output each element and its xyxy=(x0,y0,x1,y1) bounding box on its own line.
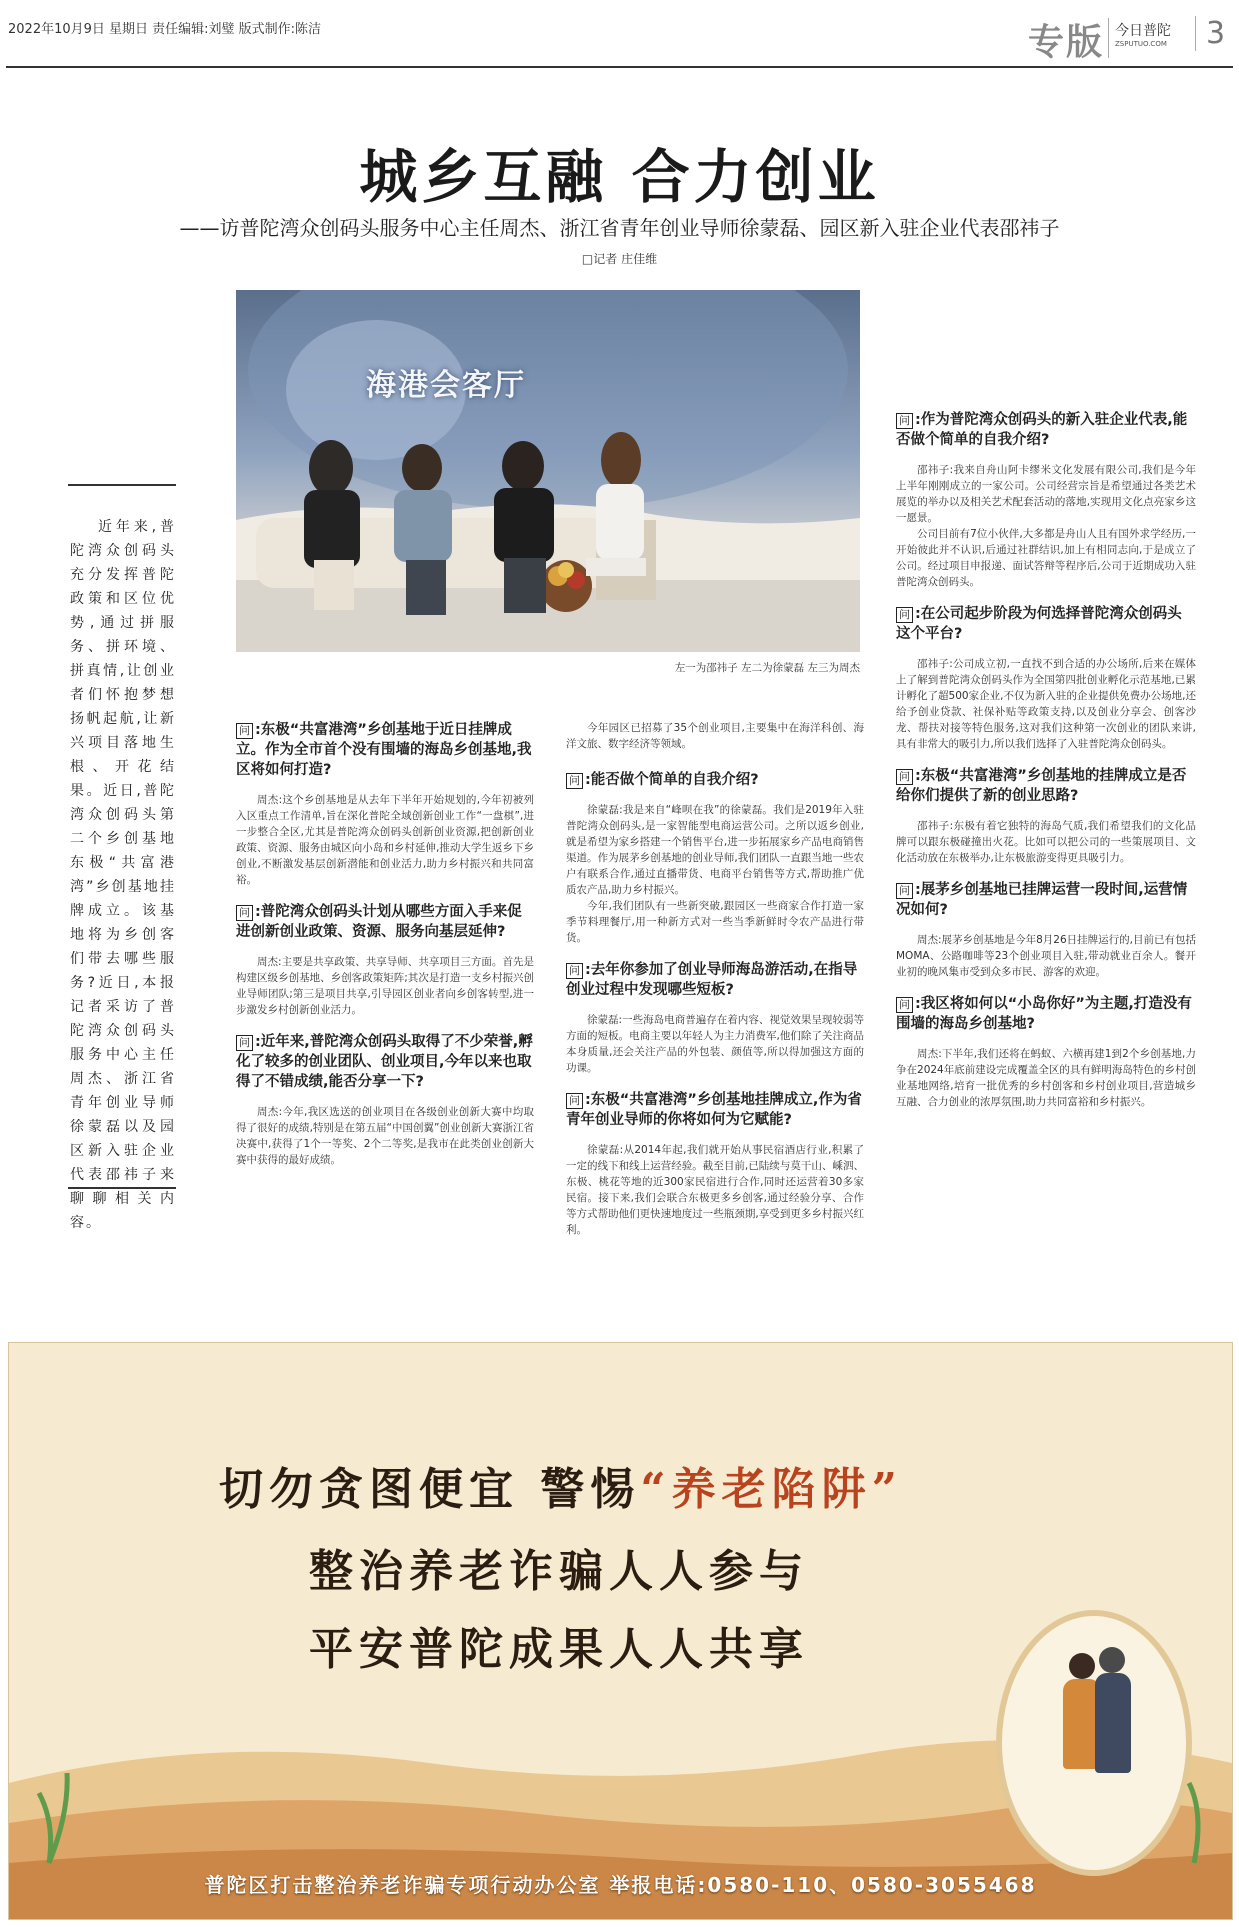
question-marker: 问 xyxy=(236,723,253,739)
newspaper-logo xyxy=(1108,18,1181,58)
article-title: 城乡互融 合力创业 xyxy=(359,143,880,211)
answer-6: 徐蒙磊:从2014年起,我们就开始从事民宿酒店行业,积累了一定的线下和线上运营经验。截至目前,已陆续与莫干山、嵊泗、东极、桃花等地的近300家民宿进行合作,同时还运营着30多家民宿。接下来,我们会联合东极更多乡创客,通过经验分享、合作等方式帮助他们更快速地度过一些瓶颈期,享受到更多乡村振兴红利。 xyxy=(566,1144,864,1236)
question-9 xyxy=(896,766,1196,806)
photo-scene xyxy=(236,290,860,652)
question-marker: 问 xyxy=(236,1035,253,1051)
column-1 xyxy=(236,720,534,1168)
question-4 xyxy=(566,770,864,790)
answer-8: 邵祎子:公司成立初,一直找不到合适的办公场所,后来在媒体上了解到普陀湾众创码头作为全国第四批创业孵化示范基地,已累计孵化了超500家企业,不仅为新入驻的企业提供免费办公场地,还给予创业贷款、社保补贴等政策支持,以及创业分享会、创客沙龙、帮扶对接等特色服务,这对我们这种第一次创业的团队来讲,具有非常大的吸引力,所以我们选择了入驻普陀湾众创码头。 xyxy=(896,658,1196,750)
answer-10: 周杰:展茅乡创基地是今年8月26日挂牌运行的,目前已有包括MOMA、公路咖啡等23个创业项目入驻,带动就业百余人。餐开业初的晚风集市受到众多市民、游客的欢迎。 xyxy=(896,934,1196,978)
question-5 xyxy=(566,960,864,1000)
elderly-couple-icon xyxy=(1059,1643,1139,1823)
question-3 xyxy=(236,1032,534,1092)
byline: □记者 庄佳维 xyxy=(581,252,658,266)
answer-2: 周杰:主要是共享政策、共享导师、共享项目三方面。首先是构建区级乡创基地、乡创客政策矩阵;其次是打造一支乡村振兴创业导师团队;第三是项目共享,引导园区创业者向乡创客转型,进一步激发乡村创新创业活力。 xyxy=(236,956,534,1016)
question-8-text: :在公司起步阶段为何选择普陀湾众创码头这个平台? xyxy=(896,606,1182,642)
ad-line-3: 平安普陀成果人人共享 xyxy=(309,1624,809,1675)
question-marker: 问 xyxy=(236,905,253,921)
page-number: 3 xyxy=(1195,16,1225,51)
question-10 xyxy=(896,880,1196,920)
ad-line-1 xyxy=(219,1453,903,1517)
header-rule xyxy=(6,66,1233,68)
answer-11: 周杰:下半年,我们还将在蚂蚁、六横再建1到2个乡创基地,力争在2024年底前建设完成覆盖全区的具有鲜明海岛特色的乡村创业基地网络,培育一批优秀的乡村创客和乡村创业项目,营造城乡互融、合力创业的浓厚氛围,助力共同富裕和乡村振兴。 xyxy=(896,1048,1196,1108)
question-4-text: :能否做个简单的自我介绍? xyxy=(585,772,759,788)
question-5-text: :去年你参加了创业导师海岛游活动,在指导创业过程中发现哪些短板? xyxy=(566,962,858,998)
answer-9: 邵祎子:东极有着它独特的海岛气质,我们希望我们的文化品牌可以跟东极碰撞出火花。比如可以把公司的一些策展项目、文化活动放在东极举办,让东极旅游变得更具吸引力。 xyxy=(896,820,1196,864)
question-marker: 问 xyxy=(896,883,913,899)
question-marker: 问 xyxy=(896,413,913,429)
photo-set-sign: 海港会客厅 xyxy=(366,368,526,403)
answer-4: 徐蒙磊:我是来自“峰呗在我”的徐蒙磊。我们是2019年入驻普陀湾众创码头,是一家智能型电商运营公司。之所以返乡创业,就是希望为家乡搭建一个销售平台,进一步拓展家乡产品电商销售渠道。作为展茅乡创基地的创业导师,我们团队一直跟当地一些农户有联系合作,通过直播带货、电商平台销售等方式,帮助推广优质农产品,助力乡村振兴。 xyxy=(566,804,864,896)
question-marker: 问 xyxy=(896,607,913,623)
lead-bottom-rule xyxy=(68,1187,176,1189)
question-8 xyxy=(896,604,1196,644)
column-3-spacer xyxy=(896,290,1196,410)
answer-3: 周杰:今年,我区选送的创业项目在各级创业创新大赛中均取得了很好的成绩,特别是在第五届“中国创翼”创业创新大赛浙江省决赛中,获得了1个一等奖、2个二等奖,是我市在此类创业创新大赛中获得的最好成绩。 xyxy=(236,1106,534,1166)
column-3 xyxy=(896,290,1196,1110)
ad-line-1-b: “养老陷阱” xyxy=(640,1464,903,1515)
question-marker: 问 xyxy=(896,769,913,785)
logo-url: ZSPUTUO.COM xyxy=(1115,40,1167,48)
logo-text: 今日普陀 xyxy=(1115,23,1171,39)
ad-banner xyxy=(8,1342,1233,1920)
lead-text: 近年来,普陀湾众创码头充分发挥普陀政策和区位优势,通过拼服务、拼环境、拼真情,让创业者们怀抱梦想扬帆起航,让新兴项目落地生根、开花结果。近日,普陀湾众创码头第二个乡创基地东极“共富港湾”乡创基地挂牌成立。该基地将为乡创客们带去哪些服务?近日,本报记者采访了普陀湾众创码头服务中心主任周杰、浙江省青年创业导师徐蒙磊以及园区新入驻企业代表邵祎子来聊聊相关内容。 xyxy=(70,519,176,1231)
question-6 xyxy=(566,1090,864,1130)
question-2-text: :普陀湾众创码头计划从哪些方面入手来促进创新创业政策、资源、服务向基层延伸? xyxy=(236,904,522,940)
answer-5: 徐蒙磊:一些海岛电商普遍存在着内容、视觉效果呈现较弱等方面的短板。电商主要以年轻人为主力消费军,他们除了关注商品本身质量,还会关注产品的外包装、颜值等,所以得加强这方面的功课。 xyxy=(566,1014,864,1074)
answer-1: 周杰:这个乡创基地是从去年下半年开始规划的,今年初被列入区重点工作清单,旨在深化普陀全域创新创业工作“一盘棋”,进一步整合全区,尤其是普陀湾众创码头创新创业资源,把创新创业政策、资源、服务由城区向小岛和乡村延伸,推动大学生返乡下乡创业,不断激发基层创新潜能和创业活力,助力乡村振兴和共同富裕。 xyxy=(236,794,534,886)
question-marker: 问 xyxy=(566,963,583,979)
interview-photo xyxy=(236,290,860,652)
ad-line-1-a: 切勿贪图便宜 警惕 xyxy=(219,1464,641,1515)
question-10-text: :展茅乡创基地已挂牌运营一段时间,运营情况如何? xyxy=(896,882,1188,918)
question-3-text: :近年来,普陀湾众创码头取得了不少荣誉,孵化了较多的创业团队、创业项目,今年以来也取得了不错成绩,能否分享一下? xyxy=(236,1034,533,1090)
lead-top-rule xyxy=(68,484,176,486)
page-meta: 2022年10月9日 星期日 责任编辑:刘璧 版式制作:陈洁 xyxy=(8,22,322,37)
question-marker: 问 xyxy=(566,773,583,789)
question-1-text: :东极“共富港湾”乡创基地于近日挂牌成立。作为全市首个没有围墙的海岛乡创基地,我区将如何打造? xyxy=(236,722,532,778)
answer-7-cont: 公司目前有7位小伙伴,大多都是舟山人且有国外求学经历,一开始彼此并不认识,后通过社群结识,加上有相同志向,于是成立了公司。经过项目申报递、面试答辩等程序后,公司于近期成功入驻普陀湾众创码头。 xyxy=(896,528,1196,588)
question-marker: 问 xyxy=(566,1093,583,1109)
section-label: 专版 xyxy=(1028,22,1105,63)
question-2 xyxy=(236,902,534,942)
question-marker: 问 xyxy=(896,997,913,1013)
column-2 xyxy=(566,720,864,1238)
question-11-text: :我区将如何以“小岛你好”为主题,打造没有围墙的海岛乡创基地? xyxy=(896,996,1192,1032)
question-11 xyxy=(896,994,1196,1034)
answer-3-cont: 今年园区已招募了35个创业项目,主要集中在海洋科创、海洋文旅、数字经济等领域。 xyxy=(566,722,864,750)
question-9-text: :东极“共富港湾”乡创基地的挂牌成立是否给你们提供了新的创业思路? xyxy=(896,768,1187,804)
answer-7: 邵祎子:我来自舟山阿卡缪米文化发展有限公司,我们是今年上半年刚刚成立的一家公司。公司经营宗旨是希望通过各类艺术展览的举办以及相关艺术配套活动的落地,实现用文化点亮家乡这一愿景。 xyxy=(896,464,1196,524)
question-6-text: :东极“共富港湾”乡创基地挂牌成立,作为省青年创业导师的你将如何为它赋能? xyxy=(566,1092,862,1128)
question-1 xyxy=(236,720,534,780)
question-7 xyxy=(896,410,1196,450)
photo-caption: 左一为邵祎子 左二为徐蒙磊 左三为周杰 xyxy=(674,662,860,674)
answer-4-cont: 今年,我们团队有一些新突破,跟园区一些商家合作打造一家季节料理餐厅,用一种新方式对一些当季新鲜时令农产品进行带货。 xyxy=(566,900,864,944)
article-subtitle: ——访普陀湾众创码头服务中心主任周杰、浙江省青年创业导师徐蒙磊、园区新入驻企业代表邵祎子 xyxy=(179,216,1060,240)
ad-line-2: 整治养老诈骗人人参与 xyxy=(309,1546,809,1597)
ad-footer: 普陀区打击整治养老诈骗专项行动办公室 举报电话:0580-110、0580-3055468 xyxy=(204,1873,1037,1897)
question-7-text: :作为普陀湾众创码头的新入驻企业代表,能否做个简单的自我介绍? xyxy=(896,412,1188,448)
lead-paragraph xyxy=(70,515,176,1235)
